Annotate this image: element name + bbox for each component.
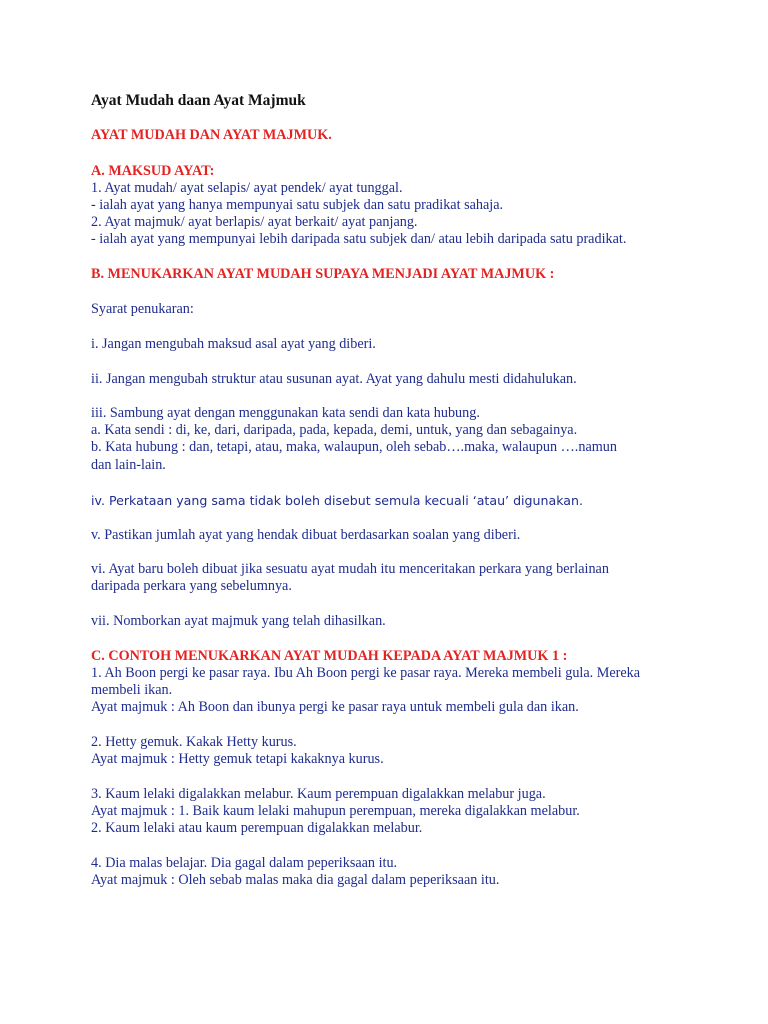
rule-iii-b-1: b. Kata hubung : dan, tetapi, atau, maka, walaupun, oleh sebab….maka, walaupun ….namun bbox=[91, 439, 617, 455]
section-a-line-2: - ialah ayat yang hanya mempunyai satu subjek dan satu pradikat sahaja. bbox=[91, 197, 504, 213]
rule-i: i. Jangan mengubah maksud asal ayat yang diberi. bbox=[91, 336, 376, 352]
rule-vii: vii. Nomborkan ayat majmuk yang telah dihasilkan. bbox=[91, 613, 386, 629]
rule-v: v. Pastikan jumlah ayat yang hendak dibuat berdasarkan soalan yang diberi. bbox=[91, 527, 521, 543]
section-a-line-1: 1. Ayat mudah/ ayat selapis/ ayat pendek/ ayat tunggal. bbox=[91, 180, 403, 196]
rule-ii: ii. Jangan mengubah struktur atau susunan ayat. Ayat yang dahulu mesti didahulukan. bbox=[91, 371, 577, 387]
syarat-label: Syarat penukaran: bbox=[91, 301, 194, 317]
main-heading: AYAT MUDAH DAN AYAT MAJMUK. bbox=[91, 127, 332, 143]
rule-iii: iii. Sambung ayat dengan menggunakan kata sendi dan kata hubung. bbox=[91, 405, 480, 421]
section-a-line-4: - ialah ayat yang mempunyai lebih daripada satu subjek dan/ atau lebih daripada satu pradikat. bbox=[91, 231, 627, 247]
section-c-heading: C. CONTOH MENUKARKAN AYAT MUDAH KEPADA AYAT MAJMUK 1 : bbox=[91, 648, 568, 664]
example-1-line-2: membeli ikan. bbox=[91, 682, 173, 698]
example-3-line-1: 3. Kaum lelaki digalakkan melabur. Kaum perempuan digalakkan melabur juga. bbox=[91, 786, 546, 802]
example-3-answer-1: Ayat majmuk : 1. Baik kaum lelaki mahupun perempuan, mereka digalakkan melabur. bbox=[91, 803, 580, 819]
example-4-answer: Ayat majmuk : Oleh sebab malas maka dia gagal dalam peperiksaan itu. bbox=[91, 872, 500, 888]
example-4-line-1: 4. Dia malas belajar. Dia gagal dalam peperiksaan itu. bbox=[91, 855, 398, 871]
rule-vi-2: daripada perkara yang sebelumnya. bbox=[91, 578, 292, 594]
example-2-line-1: 2. Hetty gemuk. Kakak Hetty kurus. bbox=[91, 734, 297, 750]
example-2-answer: Ayat majmuk : Hetty gemuk tetapi kakaknya kurus. bbox=[91, 751, 384, 767]
section-a-line-3: 2. Ayat majmuk/ ayat berlapis/ ayat berkait/ ayat panjang. bbox=[91, 214, 418, 230]
section-a-heading: A. MAKSUD AYAT: bbox=[91, 163, 215, 179]
document-title: Ayat Mudah daan Ayat Majmuk bbox=[91, 92, 306, 109]
rule-iii-b-2: dan lain-lain. bbox=[91, 457, 166, 473]
rule-iii-a: a. Kata sendi : di, ke, dari, daripada, pada, kepada, demi, untuk, yang dan sebagainya. bbox=[91, 422, 578, 438]
rule-iv: iv. Perkataan yang sama tidak boleh disebut semula kecuali ‘atau’ digunakan. bbox=[91, 493, 584, 508]
example-3-answer-2: 2. Kaum lelaki atau kaum perempuan digalakkan melabur. bbox=[91, 820, 423, 836]
example-1-line-1: 1. Ah Boon pergi ke pasar raya. Ibu Ah Boon pergi ke pasar raya. Mereka membeli gula. Mereka bbox=[91, 665, 641, 681]
section-b-heading: B. MENUKARKAN AYAT MUDAH SUPAYA MENJADI AYAT MAJMUK : bbox=[91, 266, 555, 282]
example-1-answer: Ayat majmuk : Ah Boon dan ibunya pergi ke pasar raya untuk membeli gula dan ikan. bbox=[91, 699, 579, 715]
rule-vi-1: vi. Ayat baru boleh dibuat jika sesuatu ayat mudah itu menceritakan perkara yang berlainan bbox=[91, 561, 609, 577]
